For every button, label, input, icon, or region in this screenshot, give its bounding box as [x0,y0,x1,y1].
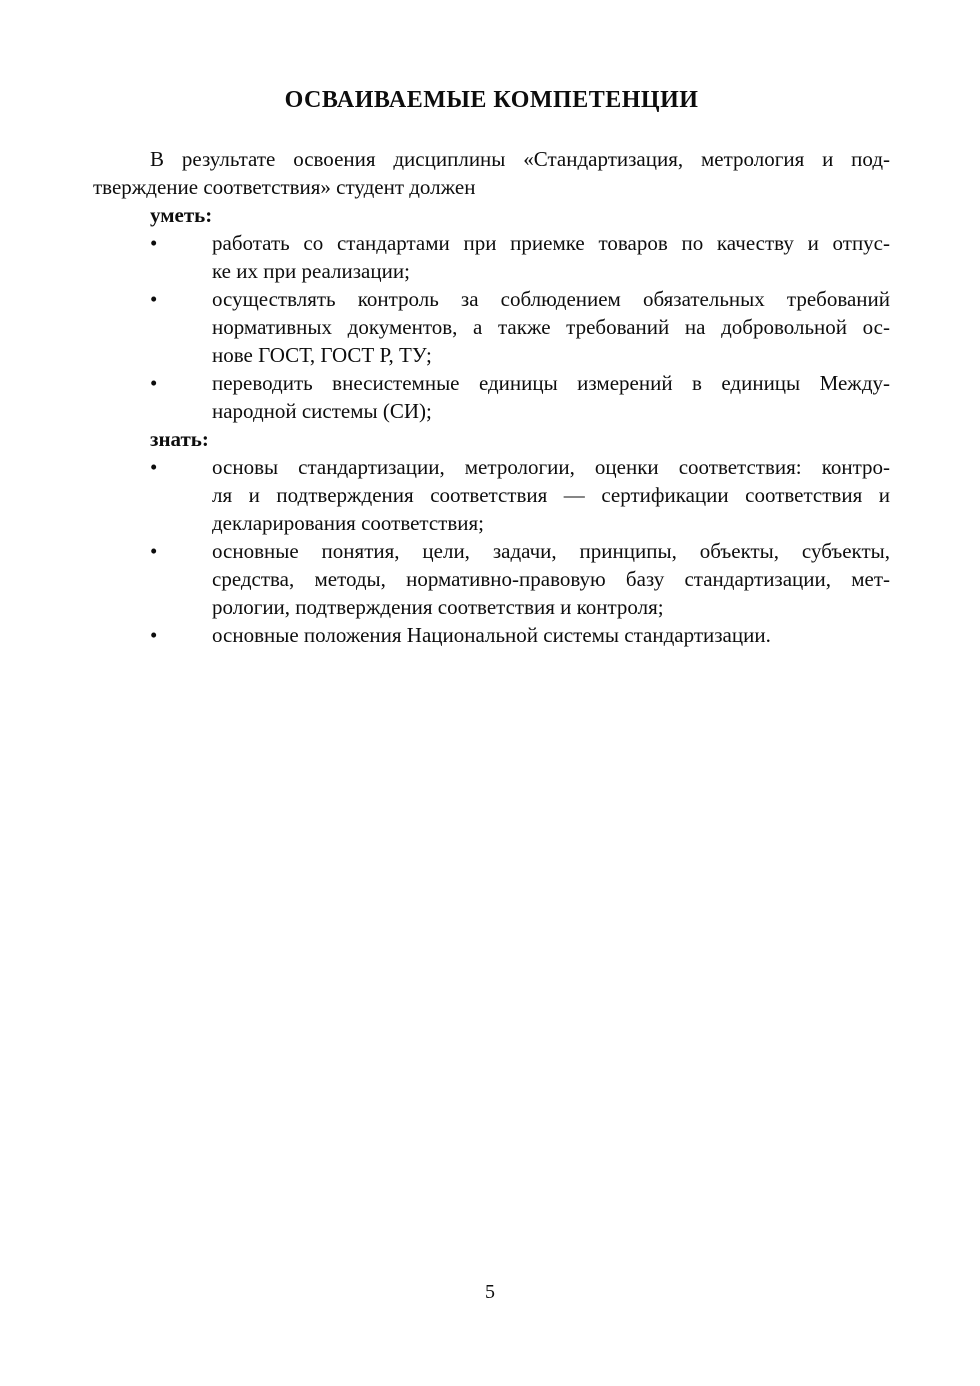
text-line: основные понятия, цели, задачи, принципы, объекты, субъекты, [212,539,890,563]
list-item [93,537,890,621]
section-heading-znat: знать: [150,427,209,451]
section-heading-umet: уметь: [150,203,213,227]
page-title: ОСВАИВАЕМЫЕ КОМПЕТЕНЦИИ [284,87,699,113]
text-line: декларирования соответствия; [212,511,485,535]
text-line: основы стандартизации, метрологии, оценки соответствия: контро- [212,455,890,479]
text-line: В результате освоения дисциплины «Стандартизация, метрология и под- [150,147,890,171]
text-line: нормативных документов, а также требований на добровольной ос- [212,315,890,339]
list-item [93,453,890,537]
text-line: основные положения Национальной системы стандартизации. [212,623,771,647]
bullet-icon: • [150,371,158,395]
bullet-icon: • [150,231,158,255]
intro-paragraph [93,145,890,201]
text-line: переводить внесистемные единицы измерений в единицы Между- [212,371,890,395]
bullet-icon: • [150,623,158,647]
list-item [93,229,890,285]
list-item [93,621,890,649]
text-line: рологии, подтверждения соответствия и контроля; [212,595,664,619]
text-line: тверждение соответствия» студент должен [93,175,476,199]
text-line: нове ГОСТ, ГОСТ Р, ТУ; [212,343,432,367]
page-number: 5 [485,1281,495,1303]
bullet-icon: • [150,455,158,479]
text-line: средства, методы, нормативно-правовую базу стандартизации, мет- [212,567,890,591]
text-line: ке их при реализации; [212,259,410,283]
text-line: работать со стандартами при приемке товаров по качеству и отпус- [212,231,890,255]
bullet-icon: • [150,287,158,311]
list-item [93,369,890,425]
text-line: ля и подтверждения соответствия — сертификации соответствия и [212,483,890,507]
text-line: осуществлять контроль за соблюдением обязательных требований [212,287,890,311]
page-content [0,0,980,649]
list-item [93,285,890,369]
bullet-icon: • [150,539,158,563]
text-line: народной системы (СИ); [212,399,432,423]
